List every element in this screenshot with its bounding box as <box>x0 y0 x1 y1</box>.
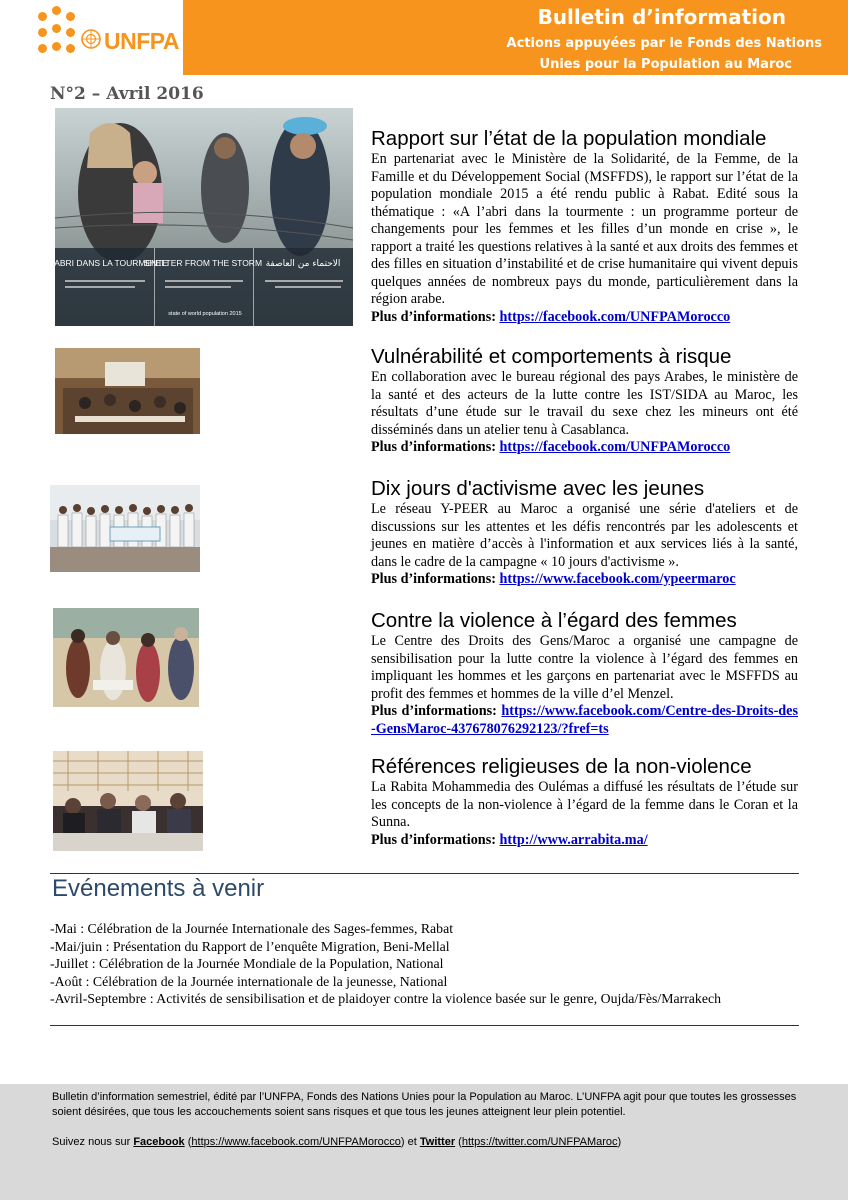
list-item: -Juillet : Célébration de la Journée Mondiale de la Population, National <box>50 956 444 971</box>
bulletin-subtitle-line2: Unies pour la Population au Maroc <box>539 57 792 72</box>
facebook-link[interactable]: https://www.facebook.com/UNFPAMorocco <box>191 1136 401 1148</box>
facebook-label: Facebook <box>133 1136 185 1148</box>
footer-description: Bulletin d’information semestriel, édité par l’UNFPA, Fonds des Nations Unies pour la Population au Maroc. L’UNFPA agit pour que toutes les grossesses soient désirées, que tous les accouchements soient sans risques et que tous les jeunes atteignent leur plein potentiel. <box>52 1091 797 1118</box>
logo-text: UNFPA <box>104 28 180 54</box>
article-violence-women <box>371 609 798 738</box>
article-more-info <box>371 703 798 738</box>
cover-panel2-title: SHELTER FROM THE STORM <box>143 258 263 268</box>
article-link[interactable]: http://www.arrabita.ma/ <box>499 831 648 848</box>
more-info-label: Plus d’informations: <box>371 571 500 587</box>
follow-label: Suivez nous sur <box>52 1136 134 1148</box>
article-title: Dix jours d'activisme avec les jeunes <box>371 477 705 500</box>
bulletin-title: Bulletin d’information <box>537 5 786 29</box>
article-link[interactable]: https://www.facebook.com/Centre-des-Droits-des-GensMaroc-437678076292123/?fref=ts <box>371 703 798 737</box>
twitter-link[interactable]: https://twitter.com/UNFPAMaroc <box>461 1136 618 1148</box>
violence-campaign-photo <box>53 608 199 707</box>
article-body: Le Centre des Droits des Gens/Maroc a organisé une campagne de sensibilisation pour la lutte contre la violence à l’égard des femmes en impliquant les hommes et les garçons en partenariat avec le MSFFDS au profit des femmes et hommes de la ville d’el Menzel. <box>371 633 798 702</box>
article-more-info <box>371 439 798 457</box>
article-link[interactable]: https://www.facebook.com/ypeermaroc <box>499 571 736 587</box>
article-religious-references <box>371 755 798 849</box>
bulletin-subtitle-line1: Actions appuyées par le Fonds des Nations <box>506 36 822 51</box>
article-body: Le réseau Y-PEER au Maroc a organisé une série d'ateliers et de discussions sur les attentes et les défis rencontrés par les adolescents et jeunes en matière d’accès à l'information et aux services liés à la santé, dans le cadre de la campagne « 10 jours d'activisme ». <box>371 501 798 570</box>
cover-panel3-title: الاحتماء من العاصفة <box>265 259 341 269</box>
article-link[interactable]: https://facebook.com/UNFPAMorocco <box>499 308 731 325</box>
twitter-label: Twitter <box>419 1136 456 1148</box>
header-band <box>183 0 848 75</box>
list-item: -Mai/juin : Présentation du Rapport de l’enquête Migration, Beni-Mellal <box>50 938 450 954</box>
unfpa-logo <box>38 6 180 68</box>
article-title: Vulnérabilité et comportements à risque <box>371 345 732 368</box>
cover-caption: state of world population 2015 <box>168 311 242 317</box>
list-item: -Août : Célébration de la Journée internationale de la jeunesse, National <box>50 973 448 989</box>
article-title: Références religieuses de la non-violence <box>371 755 752 778</box>
article-body: La Rabita Mohammedia des Oulémas a diffusé les résultats de l’étude sur les concepts de la non-violence à l’égard de la femme dans le Coran et la Sunna. <box>371 779 798 830</box>
article-title: Contre la violence à l’égard des femmes <box>371 609 737 632</box>
events-bottom-divider <box>50 1025 799 1026</box>
article-population-report <box>371 127 798 326</box>
state-of-world-population-cover-image <box>39 108 353 326</box>
workshop-casablanca-photo <box>55 348 200 434</box>
article-title: Rapport sur l’état de la population mondiale <box>371 127 767 150</box>
cover-panel1-title: À L'ABRI DANS LA TOURMENTE <box>39 258 169 268</box>
article-body: En partenariat avec le Ministère de la Solidarité, de la Femme, de la Famille et du Développement Social (MSFFDS), le rapport sur l’état de la population mondiale 2015 a été rendu public à Rabat. Edité sous la thématique : «A l’abri dans la tourmente : un programme porteur de changements pour les femmes et les filles d’un monde en crise », le rapport a traité les questions relatives à la santé et aux droits des femmes et des filles en situation d’instabilité et de crise humanitaire qui vivent depuis quelques années de nombreux pays du monde, particulièrement dans la région arabe. <box>371 151 798 307</box>
more-info-label: Plus d’informations: <box>371 308 500 325</box>
article-body: En collaboration avec le bureau régional des pays Arabes, le ministère de la santé et des acteurs de la lutte contre les IST/SIDA au Maroc, les résultats d’une étude sur le travail du sexe chez les mineurs ont été disséminés dans un atelier tenu à Casablanca. <box>371 369 798 438</box>
article-vulnerability <box>371 345 798 457</box>
events-top-divider <box>50 873 799 874</box>
article-youth-activism <box>371 477 798 589</box>
rabita-conference-photo <box>53 751 203 851</box>
list-item: -Mai : Célébration de la Journée Internationale des Sages-femmes, Rabat <box>50 921 454 936</box>
article-link[interactable]: https://facebook.com/UNFPAMorocco <box>499 439 731 455</box>
un-emblem-icon <box>80 28 102 50</box>
footer-follow: Suivez nous sur Facebook (https://www.facebook.com/UNFPAMorocco) et Twitter (https://twitter.com/UNFPAMaroc) <box>52 1136 622 1148</box>
logo-dots-icon <box>38 6 80 56</box>
events-title: Evénements à venir <box>52 875 265 902</box>
article-more-info <box>371 832 798 850</box>
and-label: et <box>404 1136 420 1148</box>
footer <box>0 1084 848 1200</box>
y-peer-group-photo <box>50 485 200 572</box>
article-more-info <box>371 309 798 327</box>
more-info-label: Plus d’informations: <box>371 831 500 848</box>
article-more-info <box>371 571 798 589</box>
events-list <box>50 920 721 1008</box>
more-info-label: Plus d’informations: <box>371 703 502 719</box>
more-info-label: Plus d’informations: <box>371 439 500 455</box>
list-item: -Avril-Septembre : Activités de sensibilisation et de plaidoyer contre la violence basée sur le genre, Oujda/Fès/Marrakech <box>50 991 721 1006</box>
issue-number: N°2 – Avril 2016 <box>50 84 204 104</box>
